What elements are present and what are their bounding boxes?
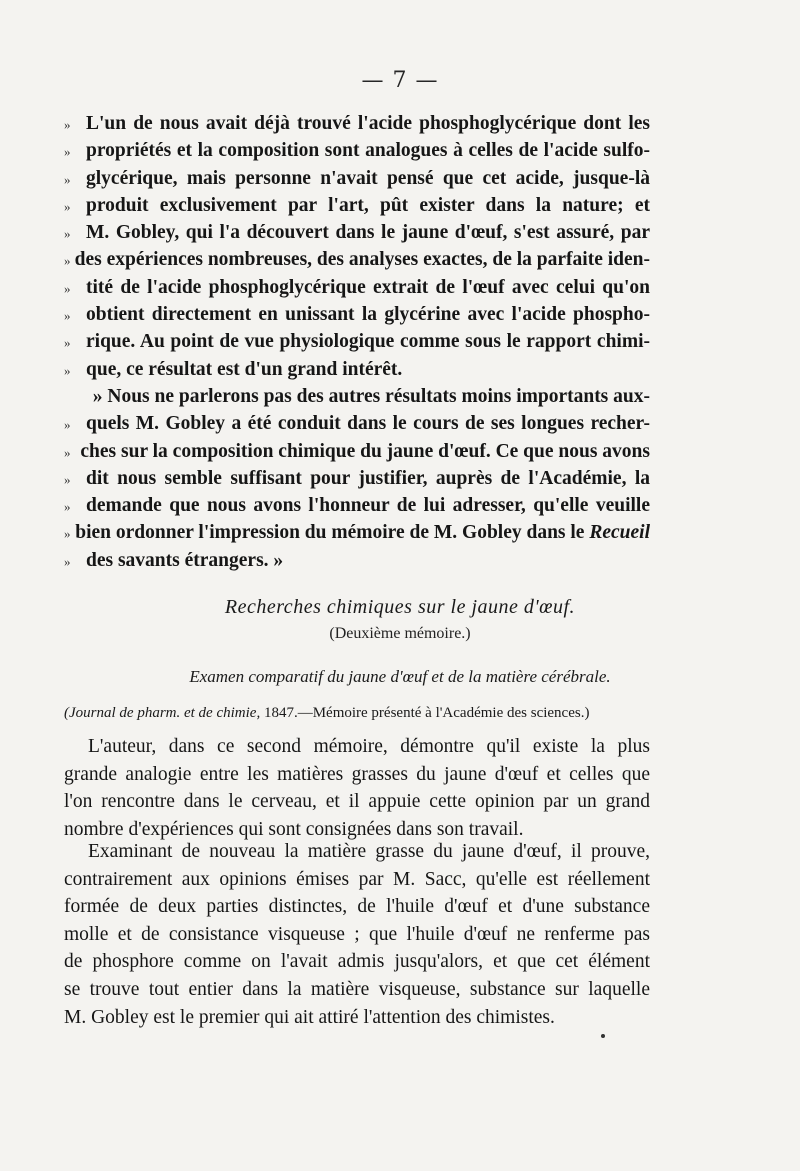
quote-line-body: bien ordonner l'impression du mémoire de M. Gobley dans le (75, 522, 585, 544)
quote-line-text: que, ce résultat est d'un grand intérêt. (86, 358, 403, 380)
quote-mark: » (64, 226, 71, 242)
quote-mark: » (64, 335, 71, 351)
section-title: Recherches chimiques sur le jaune d'œuf. (224, 596, 576, 618)
quote-line-text: tité de l'acide phosphoglycérique extrait de l'œuf avec celui qu'on (86, 276, 650, 298)
quote-mark: » (64, 308, 71, 324)
paragraph-line: de phosphore comme on l'avait admis jusqu'alors, et que cet élément (64, 951, 650, 973)
paragraph-1 (64, 736, 650, 846)
quote-line-text: obtient directement en unissant la glycérine avec l'acide phospho- (86, 304, 650, 326)
quote-line-text: demande que nous avons l'honneur de lui adresser, qu'elle veuille (86, 495, 650, 517)
ink-speck (601, 1034, 605, 1038)
quote-line-text (75, 522, 650, 544)
quote-line (64, 468, 650, 495)
quote-mark: » (64, 171, 71, 187)
quote-line-text: dit nous semble suffisant pour justifier, auprès de l'Académie, la (86, 467, 650, 489)
quote-mark: » (64, 144, 71, 160)
quote-line (64, 195, 650, 222)
section-subtitle: (Deuxième mémoire.) (329, 625, 471, 642)
quote-line-text: ches sur la composition chimique du jaune d'œuf. Ce que nous avons (80, 440, 650, 462)
quote-line-text: rique. Au point de vue physiologique comme sous le rapport chimi- (86, 331, 650, 353)
quote-line (64, 304, 650, 331)
quote-mark: » (64, 362, 71, 378)
quote-line-text: M. Gobley, qui l'a découvert dans le jaune d'œuf, s'est assuré, par (86, 222, 650, 244)
citation (64, 705, 650, 722)
paragraph-line: nombre d'expériences qui sont consignées dans son travail. (64, 818, 524, 840)
quote-line-text: glycérique, mais personne n'avait pensé que cet acide, jusque-là (86, 167, 650, 189)
recueil-italic: Recueil (589, 522, 650, 544)
quote-line (64, 277, 650, 304)
quote-line-text: quels M. Gobley a été conduit dans le cours de ses longues recher- (86, 413, 650, 435)
quote-line (64, 249, 650, 276)
paragraph-2 (64, 841, 650, 1034)
quote-line-text: des savants étrangers. » (86, 549, 284, 571)
quote-line (64, 441, 650, 468)
paragraph-line: l'on rencontre dans le cerveau, et il appuie cette opinion par un grand (64, 791, 650, 813)
paragraph-line: se trouve tout entier dans la matière visqueuse, substance sur laquelle (64, 978, 650, 1000)
quote-line (64, 413, 650, 440)
paragraph-line: molle et de consistance visqueuse ; que l'huile d'œuf ne renferme pas (64, 923, 650, 945)
exam-title: Examen comparatif du jaune d'œuf et de la matière cérébrale. (189, 667, 611, 686)
quote-mark: » (64, 280, 71, 296)
quote-mark: » (64, 253, 71, 269)
quote-line-text: produit exclusivement par l'art, pût exister dans la nature; et (86, 194, 650, 216)
citation-details: 1847.—Mémoire présenté à l'Académie des sciences.) (260, 705, 590, 721)
quote-line (64, 522, 650, 549)
quote-mark: » (64, 499, 71, 515)
quote-line (64, 359, 650, 386)
quoted-report (64, 113, 650, 577)
paragraph-line: contrairement aux opinions émises par M. Sacc, qu'elle est réellement (64, 868, 650, 890)
page-number: — 7 — (361, 68, 439, 93)
quote-line (64, 550, 650, 577)
quote-line-text: L'un de nous avait déjà trouvé l'acide phosphoglycérique dont les (86, 113, 650, 134)
paragraph-line: M. Gobley est le premier qui ait attiré l'attention des chimistes. (64, 1006, 555, 1028)
quote-line (64, 495, 650, 522)
quote-mark: » (64, 417, 71, 433)
quote-line (64, 140, 650, 167)
quote-mark: » (64, 471, 71, 487)
quote-mark: » (64, 444, 71, 460)
quote-line (64, 331, 650, 358)
citation-journal: (Journal de pharm. et de chimie, (64, 705, 261, 721)
quote-line-text: » Nous ne parlerons pas des autres résultats moins importants aux- (92, 385, 650, 407)
quote-line (64, 222, 650, 249)
paragraph-line: L'auteur, dans ce second mémoire, démontre qu'il existe la plus (88, 736, 650, 757)
paragraph-line: Examinant de nouveau la matière grasse du jaune d'œuf, il prouve, (88, 841, 650, 862)
quote-line (64, 386, 650, 413)
quote-line-text: des expériences nombreuses, des analyses exactes, de la parfaite iden- (74, 249, 650, 271)
quote-mark: » (64, 117, 71, 132)
quote-line (64, 113, 650, 140)
quote-mark: » (64, 526, 71, 542)
quote-mark: » (64, 198, 71, 214)
paragraph-line: grande analogie entre les matières grasses du jaune d'œuf et celles que (64, 763, 650, 785)
quote-line (64, 168, 650, 195)
quote-line-text: propriétés et la composition sont analogues à celles de l'acide sulfo- (86, 140, 650, 162)
quote-mark: » (64, 553, 71, 569)
paragraph-line: formée de deux parties distinctes, de l'huile d'œuf et d'une substance (64, 896, 650, 918)
